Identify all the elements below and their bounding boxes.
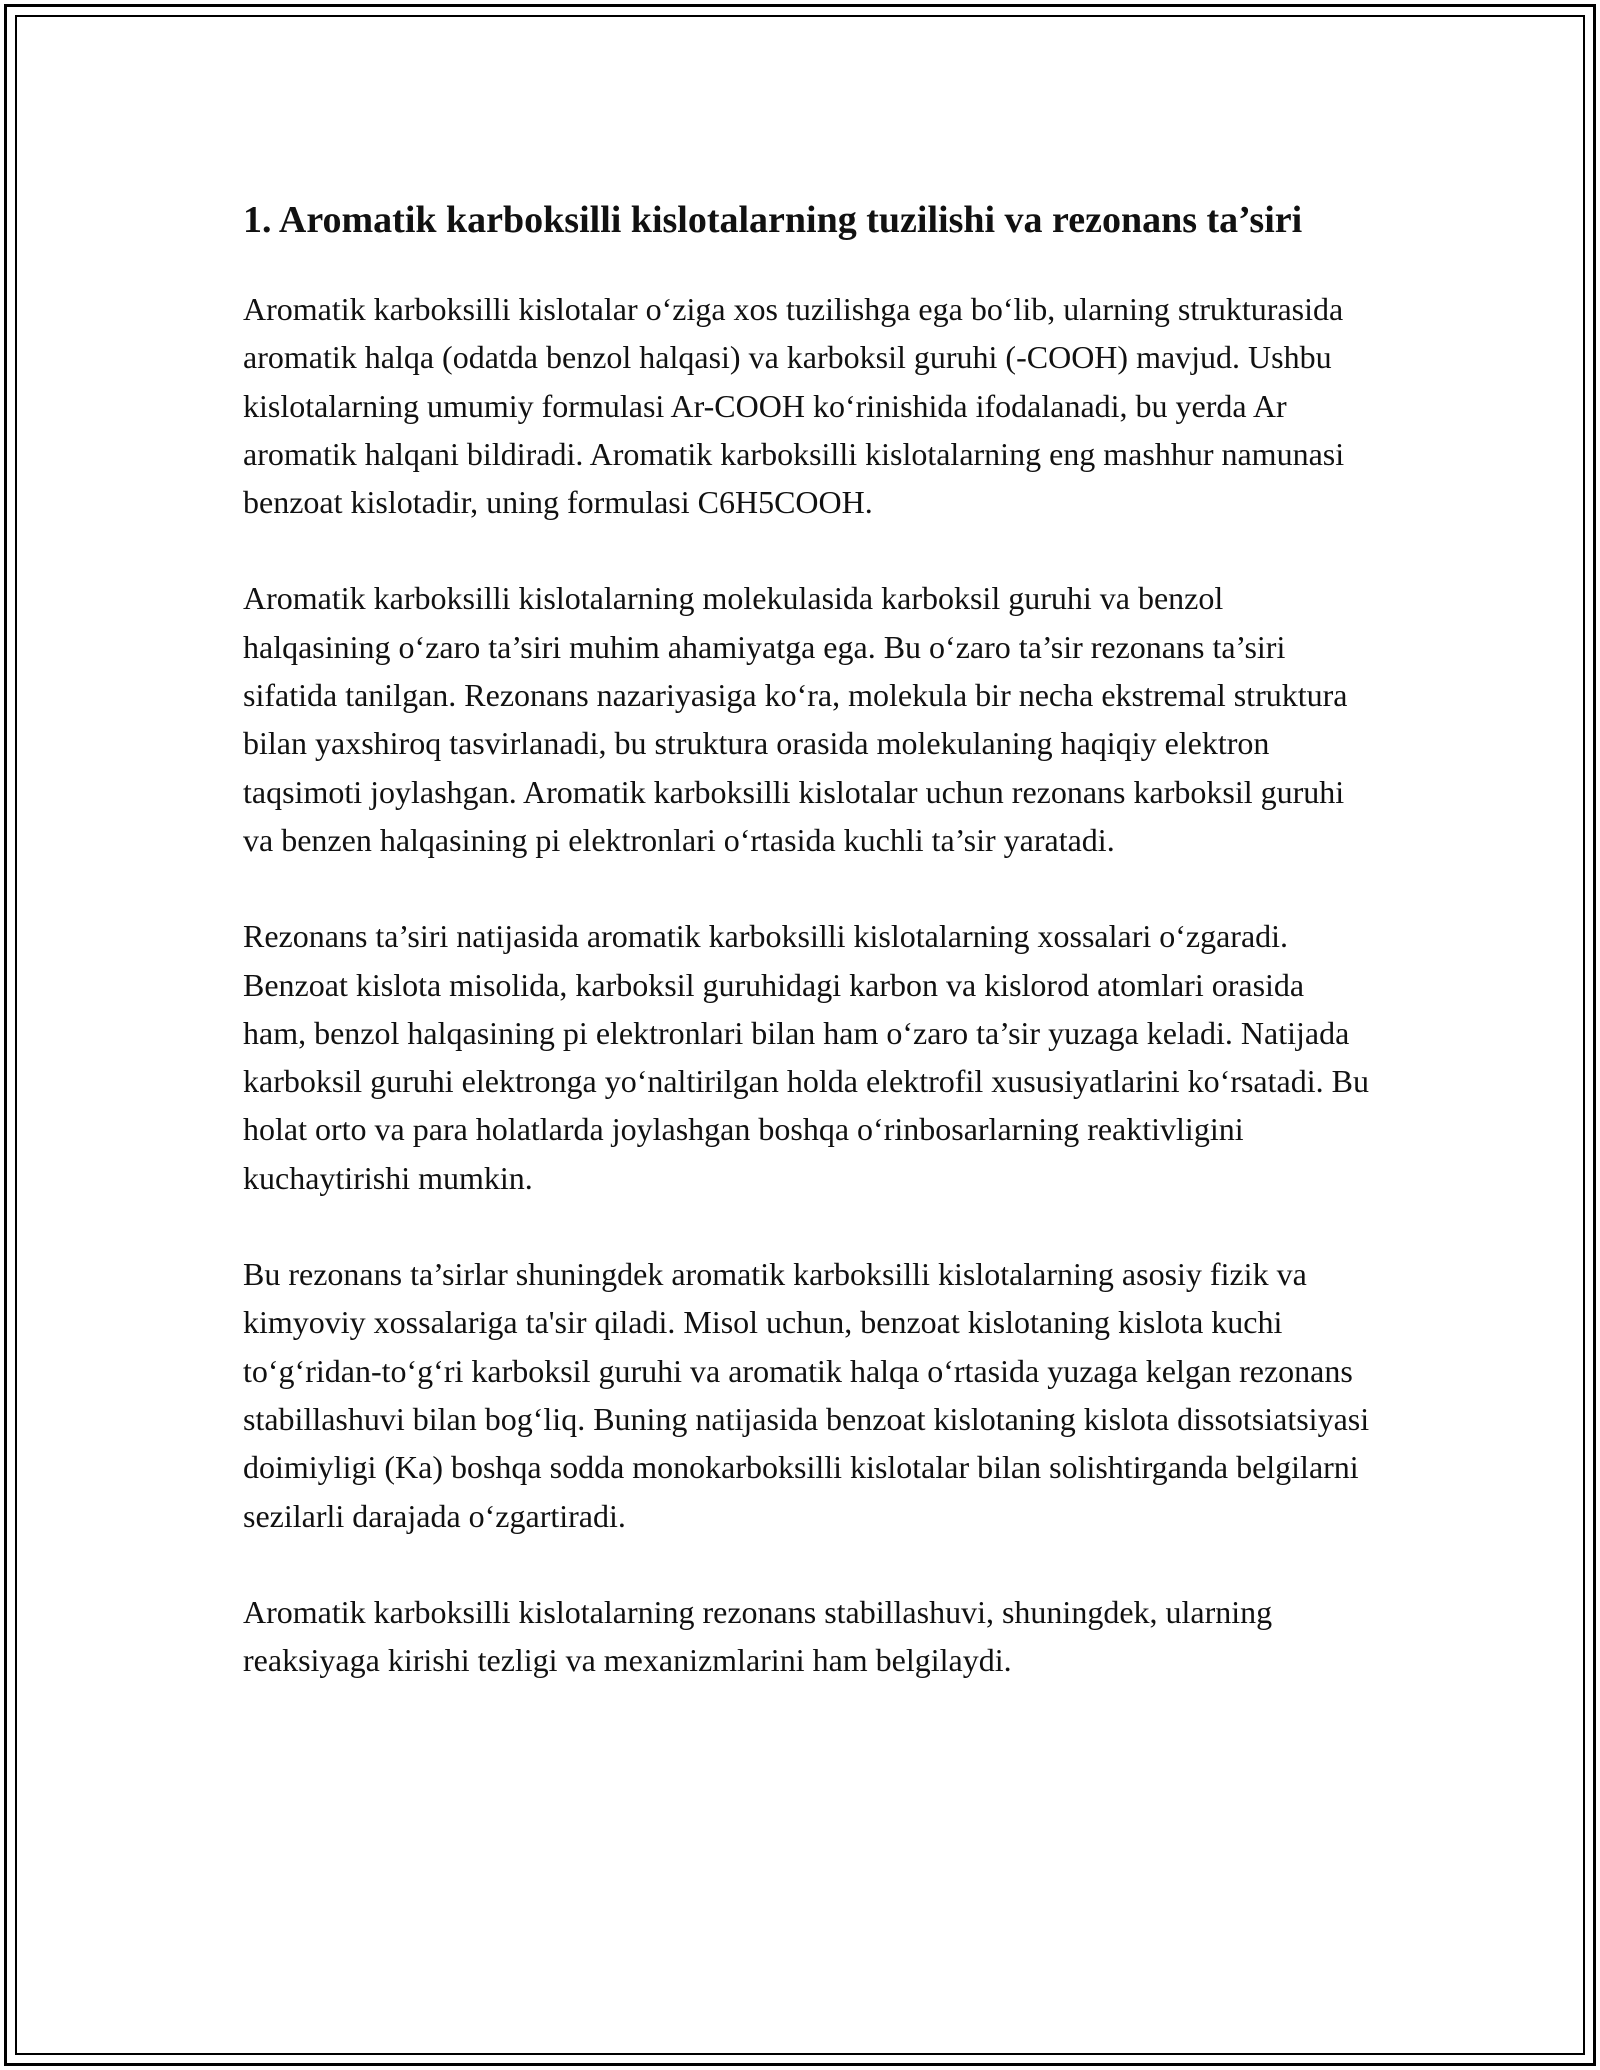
document-body	[243, 193, 1373, 1684]
paragraph-1: Aromatik karboksilli kislotalar o‘ziga xos tuzilishga ega bo‘lib, ularning strukturasida aromatik halqa (odatda benzol halqasi) va karboksil guruhi (-COOH) mavjud. Ushbu kislotalarning umumiy formulasi Ar-COOH ko‘rinishida ifodalanadi, bu yerda Ar aromatik halqani bildiradi. Aromatik karboksilli kislotalarning eng mashhur namunasi benzoat kislotadir, uning formulasi C6H5COOH.	[243, 291, 1345, 521]
page-frame	[4, 4, 1596, 2066]
paragraph-5: Aromatik karboksilli kislotalarning rezonans stabillashuvi, shuningdek, ularning reaksiyaga kirishi tezligi va mexanizmlarini ham belgilaydi.	[243, 1593, 1273, 1679]
paragraph-4: Bu rezonans ta’sirlar shuningdek aromatik karboksilli kislotalarning asosiy fizik va kimyoviy xossalariga ta'sir qiladi. Misol uchun, benzoat kislotaning kislota kuchi to‘g‘ridan-to‘g‘ri karboksil guruhi va aromatik halqa o‘rtasida yuzaga kelgan rezonans stabillashuvi bilan bog‘liq. Buning natijasida benzoat kislotaning kislota dissotsiatsiyasi doimiyligi (Ka) boshqa sodda monokarboksilli kislotalar bilan solishtirganda belgilarni sezilarli darajada o‘zgartiradi.	[243, 1256, 1370, 1534]
paragraph-2: Aromatik karboksilli kislotalarning molekulasida karboksil guruhi va benzol halqasining o‘zaro ta’siri muhim ahamiyatga ega. Bu o‘zaro ta’sir rezonans ta’siri sifatida tanilgan. Rezonans nazariyasiga ko‘ra, molekula bir necha ekstremal struktura bilan yaxshiroq tasvirlanadi, bu struktura orasida molekulaning haqiqiy elektron taqsimoti joylashgan. Aromatik karboksilli kislotalar uchun rezonans karboksil guruhi va benzen halqasining pi elektronlari o‘rtasida kuchli ta’sir yaratadi.	[243, 580, 1348, 858]
paragraph-3: Rezonans ta’siri natijasida aromatik karboksilli kislotalarning xossalari o‘zgaradi. Benzoat kislota misolida, karboksil guruhidagi karbon va kislorod atomlari orasida ham, benzol halqasining pi elektronlari bilan ham o‘zaro ta’sir yuzaga keladi. Natijada karboksil guruhi elektronga yo‘naltirilgan holda elektrofil xususiyatlarini ko‘rsatadi. Bu holat orto va para holatlarda joylashgan boshqa o‘rinbosarlarning reaktivligini kuchaytirishi mumkin.	[243, 918, 1369, 1196]
section-title: 1. Aromatik karboksilli kislotalarning tuzilishi va rezonans ta’siri	[243, 199, 1303, 241]
